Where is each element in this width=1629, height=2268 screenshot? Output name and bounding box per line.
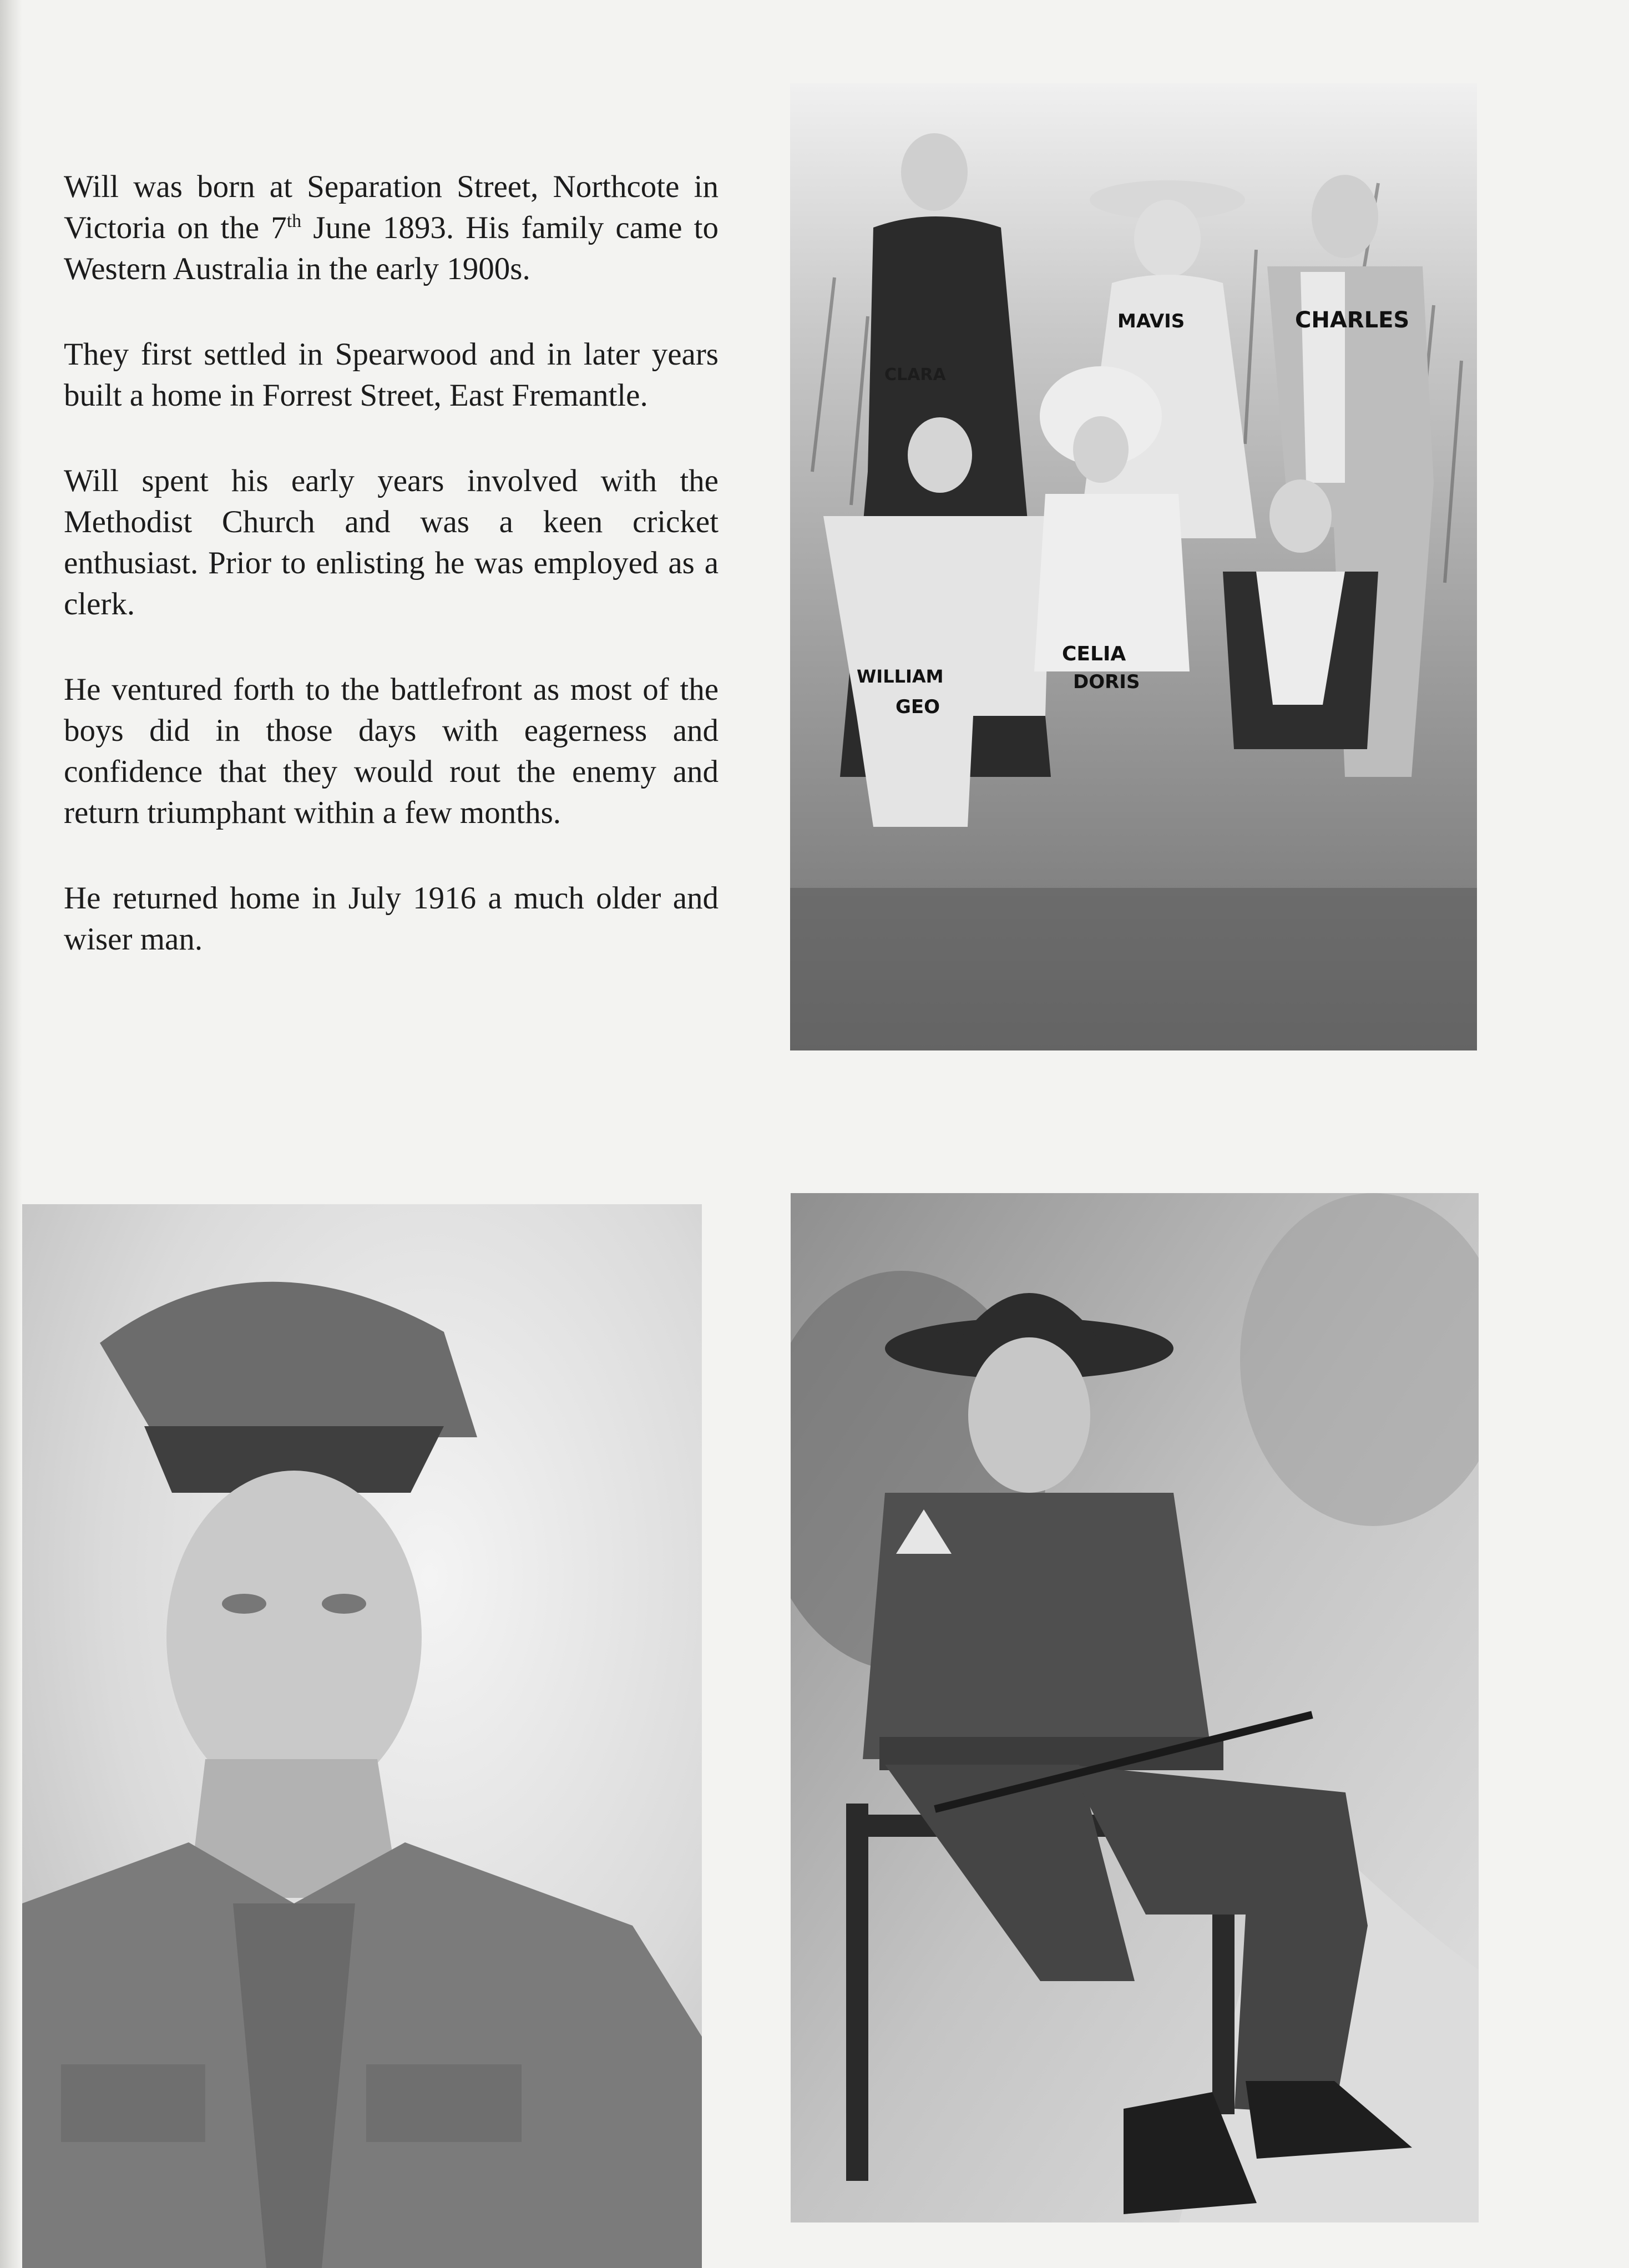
label-william: WILLIAM [857,666,944,687]
label-mavis: MAVIS [1117,310,1185,332]
label-mother: CLARA [884,365,946,385]
soldier-portrait-photo [22,1204,702,2268]
label-geo: GEO [896,696,940,718]
paragraph-settlement: They first settled in Spearwood and in later years built a home in Forrest Street, East Fremantle. [64,337,719,413]
label-doris: DORIS [1073,671,1140,693]
seated-soldier-photo [791,1193,1479,2222]
paragraph-battlefront: He ventured forth to the battlefront as most of the boys did in those days with eagerness and confidence that they would rout the enemy and return triumphant within a few months. [64,672,719,830]
label-charles: CHARLES [1295,307,1410,333]
page-edge-shadow [0,0,22,2268]
paragraph-early-years: Will spent his early years involved with the Methodist Church and was a keen cricket enthusiast. Prior to enlisting he was employed as a clerk. [64,463,719,622]
paragraph-return: He returned home in July 1916 a much older and wiser man. [64,881,719,957]
biography-text [64,166,719,1004]
paragraph-birth: Will was born at Separation Street, Northcote in Victoria on the 7th June 1893. His family came to Western Australia in the early 1900s. [64,169,719,286]
family-photo [790,83,1477,1050]
label-celia: CELIA [1062,643,1126,665]
